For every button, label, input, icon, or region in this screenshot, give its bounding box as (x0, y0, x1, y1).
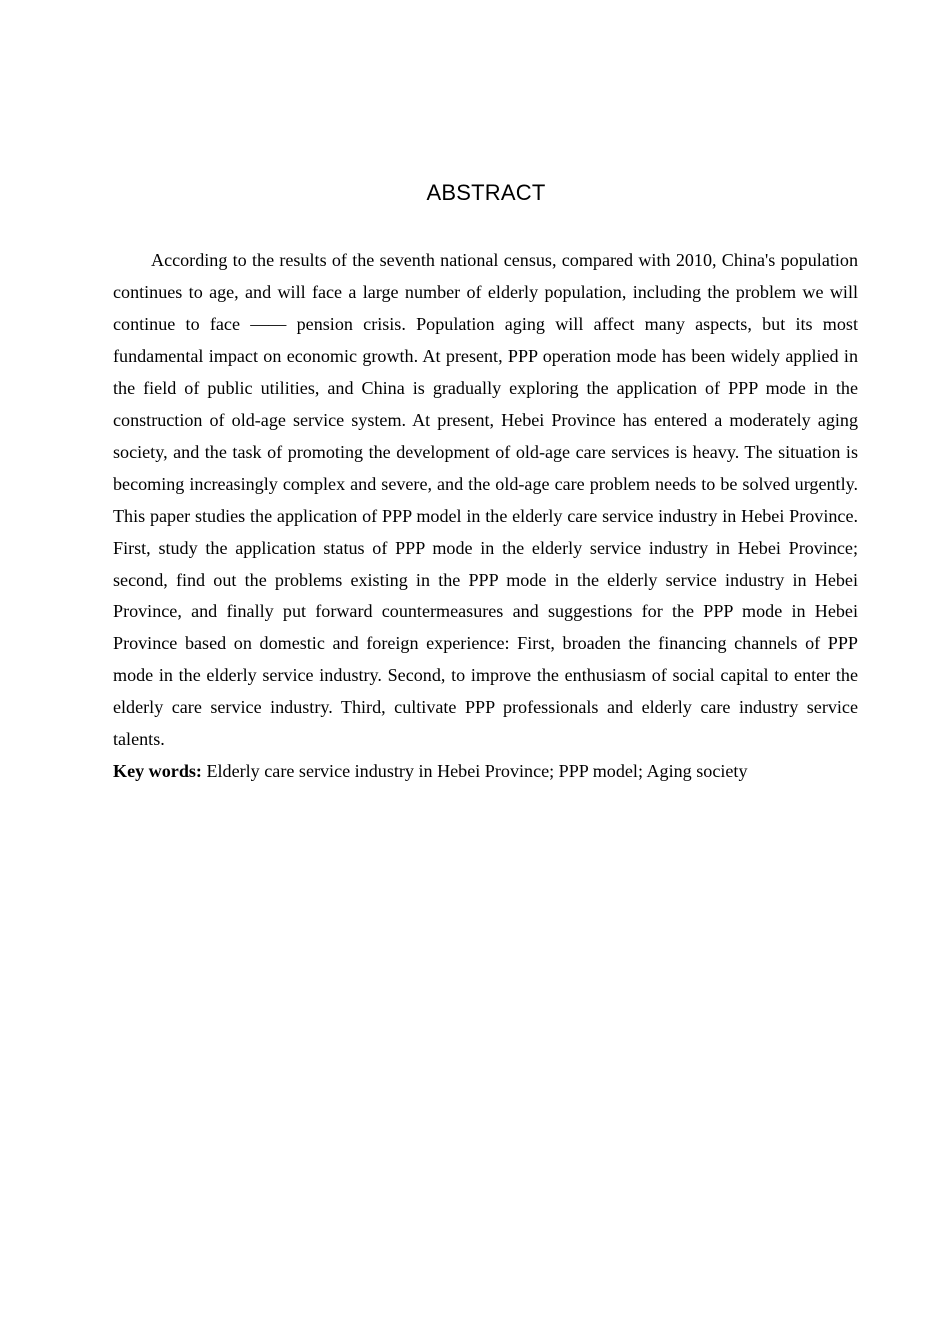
keywords-label: Key words: (113, 761, 202, 782)
keywords-value: Elderly care service industry in Hebei Province; PPP model; Aging society (201, 761, 748, 782)
keywords-line (113, 756, 858, 788)
abstract-title: ABSTRACT (426, 180, 546, 205)
abstract-body (113, 245, 858, 788)
abstract-paragraph: According to the results of the seventh national census, compared with 2010, China's population continues to age, and will face a large number of elderly population, including the problem we will continue to face —— pension crisis. Population aging will affect many aspects, but its most fundamental impact on economic growth. At present, PPP operation mode has been widely applied in the field of public utilities, and China is gradually exploring the application of PPP mode in the construction of old-age service system. At present, Hebei Province has entered a moderately aging society, and the task of promoting the development of old-age care services is heavy. The situation is becoming increasingly complex and severe, and the old-age care problem needs to be solved urgently. This paper studies the application of PPP model in the elderly care service industry in Hebei Province. First, study the application status of PPP mode in the elderly service industry in Hebei Province; second, find out the problems existing in the PPP mode in the elderly service industry in Hebei Province, and finally put forward countermeasures and suggestions for the PPP mode in Hebei Province based on domestic and foreign experience: First, broaden the financing channels of PPP mode in the elderly service industry. Second, to improve the enthusiasm of social capital to enter the elderly care service industry. Third, cultivate PPP professionals and elderly care industry service talents. (113, 250, 858, 750)
